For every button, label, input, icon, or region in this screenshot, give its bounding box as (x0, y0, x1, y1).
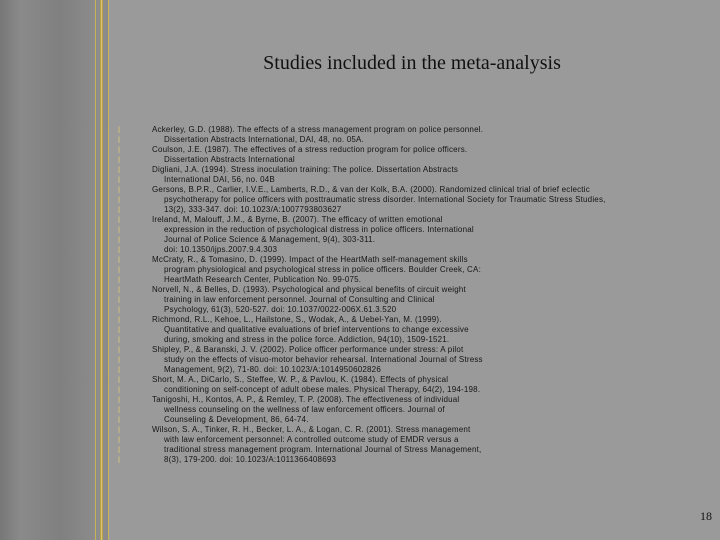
reference-text: Journal of Police Science & Management, 9(4), 303-311. (164, 235, 376, 244)
reference-line (118, 395, 708, 405)
bullet-icon: l (118, 255, 121, 265)
reference-text: 8(3), 179-200. doi: 10.1023/A:1011366408693 (164, 455, 337, 464)
reference-text: program physiological and psychological stress in police officers. Boulder Creek, CA: (164, 265, 481, 274)
bullet-icon: l (118, 345, 121, 355)
reference-line (118, 145, 708, 155)
reference-text: 13(2), 333-347. doi: 10.1023/A:1007793803627 (164, 205, 342, 214)
reference-line-continued (118, 205, 708, 215)
bullet-icon: l (118, 375, 121, 385)
reference-line-continued (118, 405, 708, 415)
reference-line-continued (118, 135, 708, 145)
bullet-icon: l (118, 125, 121, 135)
reference-text: study on the effects of visuo-motor behavior rehearsal. International Journal of Stress (164, 355, 483, 364)
reference-line-continued (118, 355, 708, 365)
left-decorative-stripe (0, 0, 108, 540)
reference-list (118, 125, 708, 465)
bullet-icon: l (118, 425, 121, 435)
reference-text: doi: 10.1350/ijps.2007.9.4.303 (164, 245, 278, 254)
bullet-icon: l (118, 185, 121, 195)
bullet-icon: l (118, 455, 121, 465)
bullet-icon: l (118, 155, 121, 165)
reference-text: Dissertation Abstracts International, DAI, 48, no. 05A. (164, 135, 364, 144)
reference-line-continued (118, 305, 708, 315)
reference-line-continued (118, 225, 708, 235)
reference-text: Management, 9(2), 71-80. doi: 10.1023/A:1014950602826 (164, 365, 381, 374)
reference-line-continued (118, 365, 708, 375)
reference-line-continued (118, 325, 708, 335)
reference-text: expression in the reduction of psychological distress in police officers. International (164, 225, 474, 234)
bullet-icon: l (118, 195, 121, 205)
reference-text: training in law enforcement personnel. Journal of Consulting and Clinical (164, 295, 435, 304)
reference-line (118, 125, 708, 135)
bullet-icon: l (118, 145, 121, 155)
reference-line-continued (118, 385, 708, 395)
reference-line (118, 375, 708, 385)
bullet-icon: l (118, 285, 121, 295)
bullet-icon: l (118, 305, 121, 315)
bullet-icon: l (118, 295, 121, 305)
bullet-icon: l (118, 175, 121, 185)
slide-title: Studies included in the meta-analysis (263, 52, 561, 74)
reference-text: psychotherapy for police officers with posttraumatic stress disorder. International Society for Traumatic Stress Studies, (164, 195, 606, 204)
reference-text: Coulson, J.E. (1987). The effectives of a stress reduction program for police officers. (152, 145, 468, 154)
reference-text: Psychology, 61(3), 520-527. doi: 10.1037/0022-006X.61.3.520 (164, 305, 397, 314)
bullet-icon: l (118, 325, 121, 335)
reference-text: Norvell, N., & Belles, D. (1993). Psychological and physical benefits of circuit weight (152, 285, 466, 294)
bullet-icon: l (118, 135, 121, 145)
reference-line (118, 315, 708, 325)
bullet-icon: l (118, 275, 121, 285)
reference-line-continued (118, 235, 708, 245)
reference-text: Wilson, S. A., Tinker, R. H., Becker, L. A., & Logan, C. R. (2001). Stress management (152, 425, 471, 434)
bullet-icon: l (118, 225, 121, 235)
reference-line-continued (118, 295, 708, 305)
reference-text: wellness counseling on the wellness of law enforcement officers. Journal of (164, 405, 445, 414)
reference-text: Quantitative and qualitative evaluations of brief interventions to change excessive (164, 325, 469, 334)
reference-text: with law enforcement personnel: A controlled outcome study of EMDR versus a (164, 435, 459, 444)
reference-text: Ireland, M, Malouff, J.M., & Byrne, B. (2007). The efficacy of written emotional (152, 215, 443, 224)
reference-line (118, 185, 708, 195)
bullet-icon: l (118, 235, 121, 245)
reference-text: Tanigoshi, H., Kontos, A. P., & Remley, T. P. (2008). The effectiveness of individual (152, 395, 460, 404)
reference-line-continued (118, 245, 708, 255)
reference-text: McCraty, R., & Tomasino, D. (1999). Impact of the HeartMath self-management skills (152, 255, 468, 264)
reference-line (118, 285, 708, 295)
reference-text: International DAI, 56, no. 04B (164, 175, 275, 184)
page-number: 18 (700, 509, 712, 523)
reference-text: Digliani, J.A. (1994). Stress inoculation training: The police. Dissertation Abstracts (152, 165, 459, 174)
gold-rule-outer (95, 0, 96, 540)
reference-line-continued (118, 195, 708, 205)
bullet-icon: l (118, 265, 121, 275)
reference-text: during, smoking and stress in the police force. Addiction, 94(10), 1509-1521. (164, 335, 450, 344)
reference-text: Dissertation Abstracts International (164, 155, 295, 164)
bullet-icon: l (118, 435, 121, 445)
reference-text: Shipley, P., & Baranski, J. V. (2002). Police officer performance under stress: A pilot (152, 345, 464, 354)
reference-line-continued (118, 435, 708, 445)
reference-text: Gersons, B.P.R., Carlier, I.V.E., Lamberts, R.D., & van der Kolk, B.A. (2000). Randomized clinical trial of brief eclectic (152, 185, 590, 194)
bullet-icon: l (118, 165, 121, 175)
bullet-icon: l (118, 445, 121, 455)
reference-line-continued (118, 335, 708, 345)
reference-line-continued (118, 275, 708, 285)
reference-line-continued (118, 455, 708, 465)
bullet-icon: l (118, 245, 121, 255)
reference-line-continued (118, 445, 708, 455)
bullet-icon: l (118, 365, 121, 375)
reference-text: traditional stress management program. International Journal of Stress Management, (164, 445, 482, 454)
reference-text: Short, M. A., DiCarlo, S., Steffee, W. P., & Pavlou, K. (1984). Effects of physical (152, 375, 449, 384)
bullet-icon: l (118, 315, 121, 325)
reference-line (118, 345, 708, 355)
gold-rule-middle (100, 0, 103, 540)
reference-line-continued (118, 175, 708, 185)
reference-line (118, 425, 708, 435)
gold-rule-inner (108, 0, 109, 540)
reference-text: Counseling & Development, 86, 64-74. (164, 415, 309, 424)
bullet-icon: l (118, 215, 121, 225)
reference-text: conditioning on self-concept of adult obese males. Physical Therapy, 64(2), 194-198. (164, 385, 481, 394)
reference-text: Richmond, R.L., Kehoe, L., Hailstone, S., Wodak, A., & Uebel-Yan, M. (1999). (152, 315, 442, 324)
bullet-icon: l (118, 385, 121, 395)
bullet-icon: l (118, 415, 121, 425)
reference-text: HeartMath Research Center, Publication No. 99-075. (164, 275, 362, 284)
bullet-icon: l (118, 355, 121, 365)
reference-line (118, 165, 708, 175)
reference-line (118, 215, 708, 225)
reference-line (118, 255, 708, 265)
bullet-icon: l (118, 335, 121, 345)
bullet-icon: l (118, 205, 121, 215)
reference-line-continued (118, 155, 708, 165)
bullet-icon: l (118, 395, 121, 405)
bullet-icon: l (118, 405, 121, 415)
reference-text: Ackerley, G.D. (1988). The effects of a stress management program on police personnel. (152, 125, 484, 134)
reference-line-continued (118, 265, 708, 275)
reference-line-continued (118, 415, 708, 425)
